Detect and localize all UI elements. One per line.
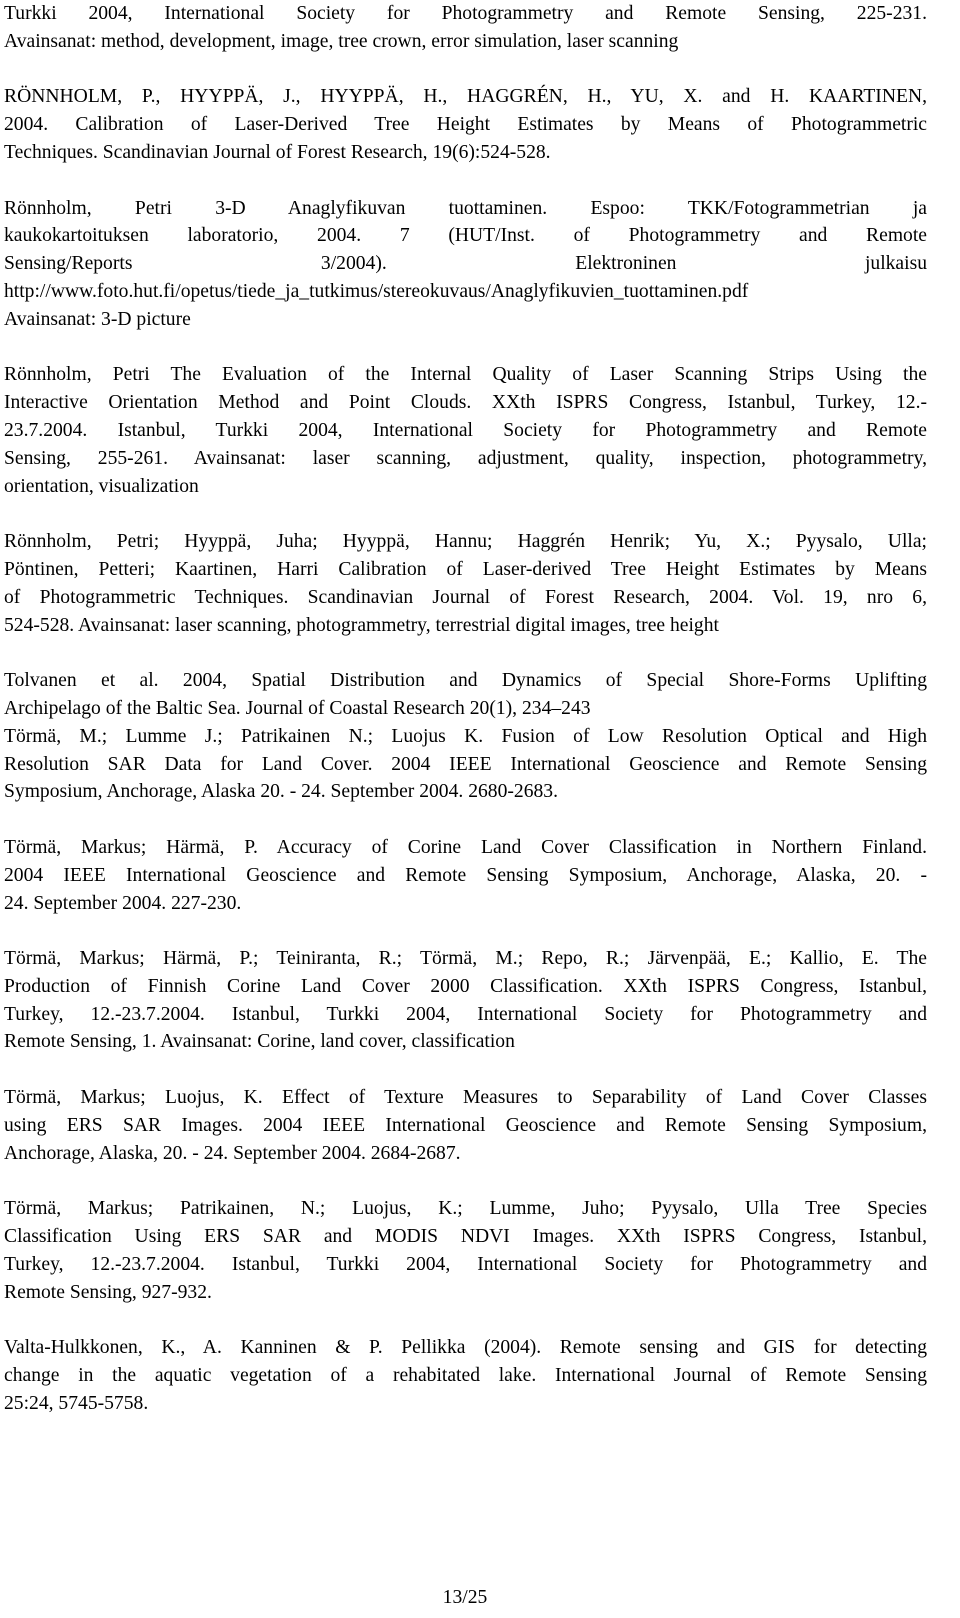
reference-line: Törmä, Markus; Härmä, P.; Teiniranta, R.; Törmä, M.; Repo, R.; Järvenpää, E.; Kallio, E. The <box>4 948 927 970</box>
paragraph-gap <box>4 806 927 834</box>
reference-line: Törmä, Markus; Härmä, P. Accuracy of Corine Land Cover Classification in Northern Finland. <box>4 836 927 858</box>
reference-entry <box>4 1195 927 1306</box>
reference-line: kaukokartoituksen laboratorio, 2004. 7 (HUT/Inst. of Photogrammetry and Remote <box>4 225 927 247</box>
reference-entry <box>4 361 927 500</box>
reference-line: orientation, visualization <box>4 475 199 497</box>
reference-entry <box>4 834 927 917</box>
reference-line: Rönnholm, Petri 3-D Anaglyfikuvan tuottaminen. Espoo: TKK/Fotogrammetrian ja <box>4 197 927 219</box>
reference-line: Archipelago of the Baltic Sea. Journal of Coastal Research 20(1), 234–243 <box>4 697 591 719</box>
paragraph-gap <box>4 1167 927 1195</box>
reference-line: Turkey, 12.-23.7.2004. Istanbul, Turkki 2004, International Society for Photogrammetry and <box>4 1253 927 1275</box>
reference-entry <box>4 1334 927 1417</box>
reference-entry <box>4 528 927 639</box>
reference-list <box>4 0 927 1418</box>
reference-line: Pöntinen, Petteri; Kaartinen, Harri Calibration of Laser-derived Tree Height Estimates by Means <box>4 558 927 580</box>
paragraph-gap <box>4 1306 927 1334</box>
reference-line: 23.7.2004. Istanbul, Turkki 2004, International Society for Photogrammetry and Remote <box>4 419 927 441</box>
reference-line: Valta-Hulkkonen, K., A. Kanninen & P. Pellikka (2004). Remote sensing and GIS for detecting <box>4 1337 927 1359</box>
page-number: 13/25 <box>442 1587 488 1608</box>
reference-line: Törmä, M.; Lumme J.; Patrikainen N.; Luojus K. Fusion of Low Resolution Optical and High <box>4 725 927 747</box>
reference-line: Avainsanat: method, development, image, tree crown, error simulation, laser scanning <box>4 30 679 52</box>
reference-line: Rönnholm, Petri; Hyyppä, Juha; Hyyppä, Hannu; Haggrén Henrik; Yu, X.; Pyysalo, Ulla; <box>4 531 927 553</box>
reference-line: Sensing/Reports 3/2004). Elektroninen julkaisu <box>4 253 927 275</box>
paragraph-gap <box>4 639 927 667</box>
reference-line: Avainsanat: 3-D picture <box>4 308 191 330</box>
reference-line: using ERS SAR Images. 2004 IEEE International Geoscience and Remote Sensing Symposium, <box>4 1114 927 1136</box>
reference-entry <box>4 945 927 1056</box>
reference-line: Turkki 2004, International Society for Photogrammetry and Remote Sensing, 225-231. <box>4 3 927 24</box>
reference-line: Classification Using ERS SAR and MODIS NDVI Images. XXth ISPRS Congress, Istanbul, <box>4 1226 927 1248</box>
paragraph-gap <box>4 334 927 362</box>
reference-line: Sensing, 255-261. Avainsanat: laser scanning, adjustment, quality, inspection, photogrammetry, <box>4 447 927 469</box>
reference-line: Resolution SAR Data for Land Cover. 2004 IEEE International Geoscience and Remote Sensing <box>4 753 927 775</box>
reference-line: 24. September 2004. 227-230. <box>4 892 242 914</box>
paragraph-gap <box>4 500 927 528</box>
reference-line: 25:24, 5745-5758. <box>4 1392 149 1414</box>
reference-line: Interactive Orientation Method and Point Clouds. XXth ISPRS Congress, Istanbul, Turkey, 12.- <box>4 392 927 414</box>
reference-line: Tolvanen et al. 2004, Spatial Distribution and Dynamics of Special Shore-Forms Uplifting <box>4 670 927 692</box>
reference-line: Anchorage, Alaska, 20. - 24. September 2004. 2684-2687. <box>4 1142 461 1164</box>
reference-line: 2004 IEEE International Geoscience and Remote Sensing Symposium, Anchorage, Alaska, 20. - <box>4 864 927 886</box>
paragraph-gap <box>4 917 927 945</box>
reference-line: change in the aquatic vegetation of a rehabitated lake. International Journal of Remote Sensing <box>4 1365 927 1387</box>
reference-entry <box>4 0 927 56</box>
reference-line: Techniques. Scandinavian Journal of Forest Research, 19(6):524-528. <box>4 141 551 163</box>
reference-line: Production of Finnish Corine Land Cover 2000 Classification. XXth ISPRS Congress, Istanbul, <box>4 975 927 997</box>
reference-line: Remote Sensing, 1. Avainsanat: Corine, land cover, classification <box>4 1031 515 1053</box>
reference-line: Symposium, Anchorage, Alaska 20. - 24. September 2004. 2680-2683. <box>4 781 559 803</box>
paragraph-gap <box>4 56 927 84</box>
reference-line: 2004. Calibration of Laser-Derived Tree Height Estimates by Means of Photogrammetric <box>4 114 927 136</box>
reference-line: Rönnholm, Petri The Evaluation of the Internal Quality of Laser Scanning Strips Using the <box>4 364 927 386</box>
paragraph-gap <box>4 167 927 195</box>
reference-entry <box>4 83 927 166</box>
reference-entry <box>4 195 927 334</box>
reference-line: 524-528. Avainsanat: laser scanning, photogrammetry, terrestrial digital images, tree height <box>4 614 719 636</box>
reference-line: Törmä, Markus; Patrikainen, N.; Luojus, K.; Lumme, Juho; Pyysalo, Ulla Tree Species <box>4 1198 927 1220</box>
reference-url: http://www.foto.hut.fi/opetus/tiede_ja_tutkimus/stereokuvaus/Anaglyfikuvien_tuottaminen.pdf <box>4 280 749 302</box>
reference-line: of Photogrammetric Techniques. Scandinavian Journal of Forest Research, 2004. Vol. 19, nro 6, <box>4 586 927 608</box>
reference-line: RÖNNHOLM, P., HYYPPÄ, J., HYYPPÄ, H., HAGGRÉN, H., YU, X. and H. KAARTINEN, <box>4 86 927 108</box>
reference-line: Remote Sensing, 927-932. <box>4 1281 212 1303</box>
reference-line: Törmä, Markus; Luojus, K. Effect of Texture Measures to Separability of Land Cover Classes <box>4 1087 927 1109</box>
reference-line: Turkey, 12.-23.7.2004. Istanbul, Turkki 2004, International Society for Photogrammetry and <box>4 1003 927 1025</box>
reference-entry <box>4 667 927 806</box>
paragraph-gap <box>4 1056 927 1084</box>
reference-entry <box>4 1084 927 1167</box>
